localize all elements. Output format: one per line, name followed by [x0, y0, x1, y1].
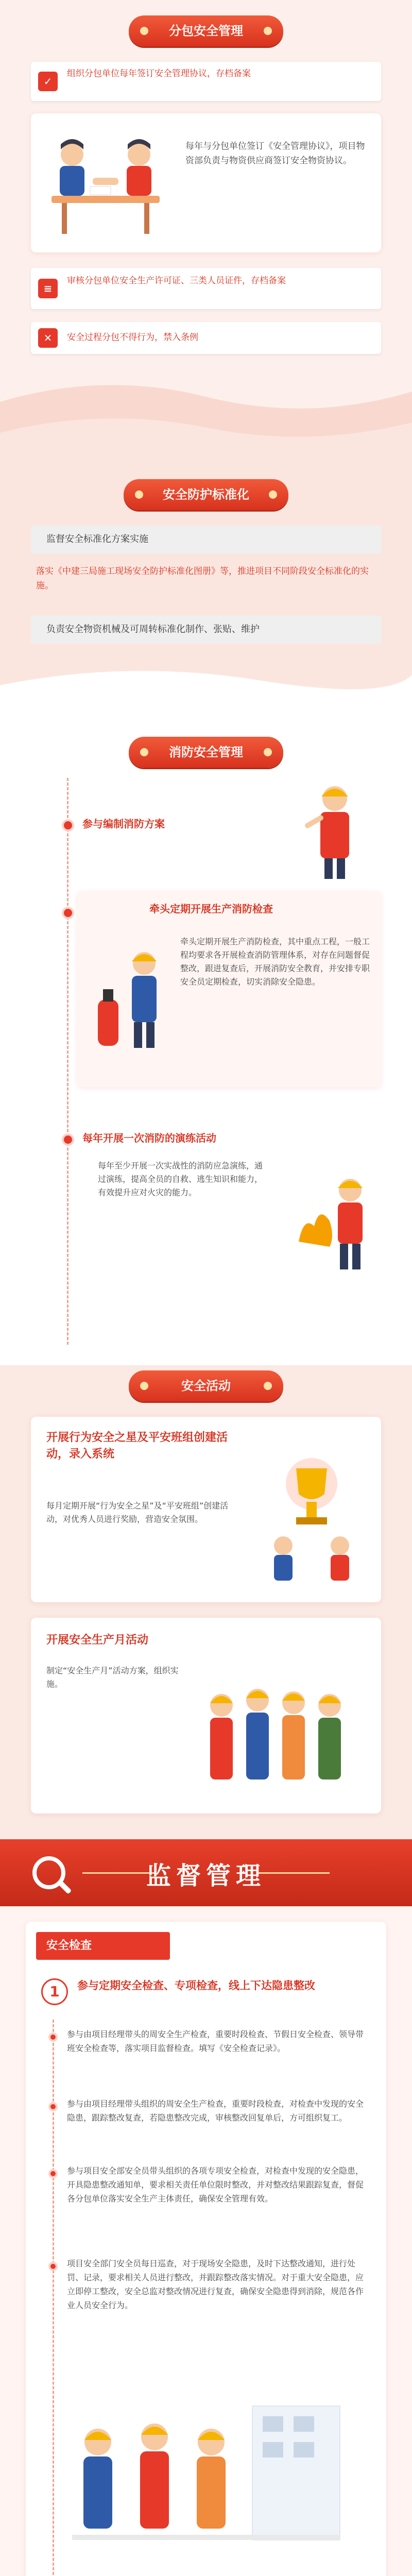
agreement-card	[31, 113, 381, 252]
trophy-award-icon	[252, 1448, 371, 1582]
activity2-text: 制定“安全生产月”活动方案，组织实施。	[46, 1666, 179, 1689]
workers-group-icon	[196, 1674, 371, 1803]
row-forbidden	[31, 322, 381, 354]
handshake-illustration-icon	[41, 129, 170, 237]
check1-p4: 项目安全部门安全员每日巡查，对于现场安全隐患，及时下达整改通知，进行处罚、记录，要求相关人员进行整改，并跟踪整改落实情况。对于重大安全隐患，应立即停工整改，安全总监对整改情况进行复查，确保安全隐患得到消除，规范各作业人员安全行为。	[67, 2259, 364, 2310]
section-standardization	[0, 474, 412, 732]
section-subcontract	[0, 0, 412, 474]
check1-p3: 参与项目安全部安全员带头组织的各项专项安全检查，对检查中发现的安全隐患，开具隐患整改通知单，要求相关责任单位限时整改，并对整改结果跟踪复查，督促各分包单位落实安全生产主体责任，确保安全管理有效。	[67, 2166, 364, 2204]
step-number-1: 1	[41, 1978, 68, 2005]
section-fire	[0, 732, 412, 1365]
activity2-title: 开展安全生产月活动	[46, 1634, 149, 1647]
standard-bar: 负责安全物资机械及可周转标准化制作、张贴、维护	[31, 616, 381, 643]
timeline-dot	[62, 907, 74, 919]
fire-extinguisher-inspector-icon	[88, 938, 175, 1056]
forbidden-icon: ✕	[38, 328, 58, 348]
row-license-label: 审核分包单位安全生产许可证、三类人员证件，存档备案	[67, 276, 286, 286]
activity-card-2	[31, 1618, 381, 1814]
timeline-dot	[48, 2032, 58, 2042]
standard-sub-row: 监督安全标准化方案实施	[31, 526, 381, 553]
worker-presenting-icon	[288, 778, 381, 881]
timeline-dot	[48, 2102, 58, 2111]
timeline-line	[67, 778, 68, 1345]
timeline-dot	[48, 2262, 58, 2271]
activity-card-1	[31, 1417, 381, 1602]
shield-icon: ✓	[38, 72, 58, 91]
row-license	[31, 268, 381, 309]
fire-drill-icon	[278, 1159, 381, 1273]
section-title-activity: 安全活动	[129, 1370, 283, 1401]
activity1-text: 每月定期开展“行为安全之星”及“平安班组”创建活动，对优秀人员进行奖励，营造安全氛围。	[46, 1501, 229, 1524]
wave-divider-2-icon	[0, 659, 412, 732]
section-title-subcontract: 分包安全管理	[129, 15, 283, 46]
activity1-title: 开展行为安全之星及平安班组创建活动，录入系统	[46, 1431, 228, 1461]
section-supervision	[0, 1839, 412, 2576]
check1-title: 参与定期安全检查、专项检查，线上下达隐患整改	[77, 1979, 315, 1992]
fire-step2-text: 牵头定期开展生产消防检查，其中重点工程，一般工程均要求各开展检查消防管理体系，对存在问题督促整改，跟进复查后，开展消防安全教育，并安排专职安全员定期检查，切实消除安全隐患。	[180, 937, 370, 987]
inspection-card	[26, 1922, 386, 2576]
fire-step1-title: 参与编制消防方案	[82, 818, 165, 830]
row-forbidden-label: 安全过程分包不得行为，禁入条例	[67, 332, 198, 343]
row-agreement-label: 组织分包单位每年签订安全管理协议，存档备案	[67, 69, 251, 79]
check1-p2: 参与由项目经理带头组织的周安全生产检查，重要时段检查，对检查中发现的安全隐患，跟踪整改复查，若隐患整改完成，审核整改回复单后，方可组织复工。	[67, 2099, 364, 2123]
fire-check-card	[77, 891, 381, 1087]
row-agreement	[31, 62, 381, 101]
fire-step2-title: 牵头定期开展生产消防检查	[149, 903, 273, 915]
timeline-dot	[62, 1133, 74, 1146]
wave-divider-icon	[0, 371, 412, 474]
agreement-text: 每年与分包单位签订《安全管理协议》，项目物资部负责与物资供应商签订安全物资协议。	[185, 141, 365, 166]
supervision-title: 监督管理	[146, 1861, 266, 1890]
timeline-dot	[62, 819, 74, 832]
section-activity	[0, 1365, 412, 1839]
timeline-dot	[48, 2169, 58, 2178]
standard-note: 落实《中建三局施工现场安全防护标准化图册》等，推进项目不同阶段安全标准化的实施。	[36, 566, 369, 591]
section-title-fire: 消防安全管理	[129, 737, 283, 768]
section-title-standardization: 安全防护标准化	[124, 479, 288, 510]
fire-step3-text: 每年至少开展一次实战性的消防应急演练，通过演练，提高全员的自救、逃生知识和能力，有效提升应对火灾的能力。	[98, 1161, 263, 1197]
inspection-team-illustration-icon	[57, 2385, 355, 2571]
license-icon: ≡	[38, 279, 58, 298]
inspection-subtitle: 安全检查	[36, 1932, 170, 1960]
check1-p1: 参与由项目经理带头的周安全生产检查，重要时段检查、节假日安全检查、领导带班安全检查等，落实项目监督检查。填写《安全检查记录》。	[67, 2029, 364, 2053]
fire-step3-title: 每年开展一次消防的演练活动	[82, 1132, 216, 1144]
